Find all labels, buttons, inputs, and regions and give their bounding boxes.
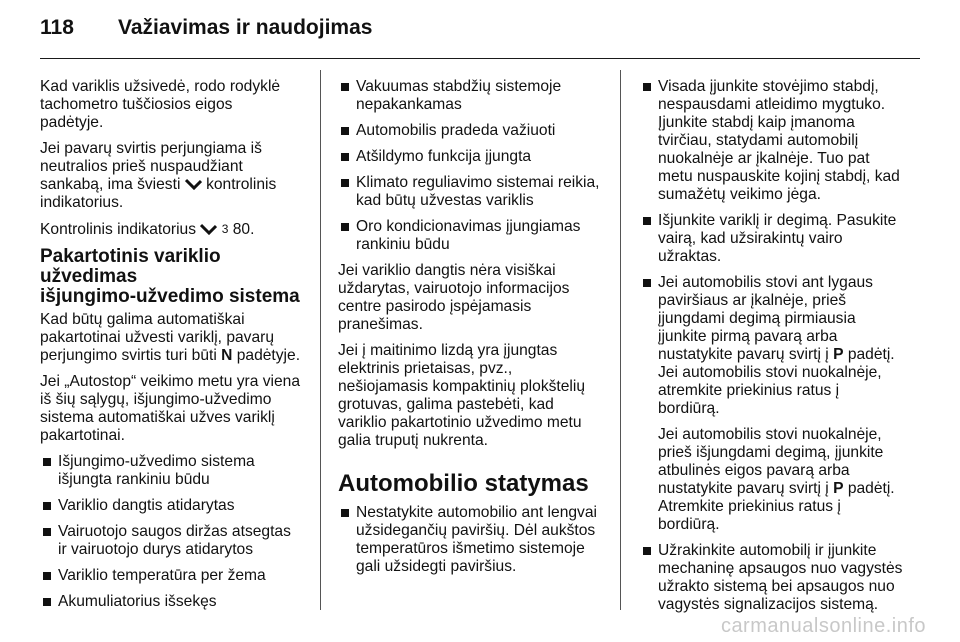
list-item: [640, 274, 912, 418]
list-item: Atšildymo funkcija įjungta: [338, 148, 610, 166]
list-item: Išjungimo-užvedimo sistema išjungta rankiniu būdu: [40, 453, 312, 489]
list-item: Oro kondicionavimas įjungiamas rankiniu būdu: [338, 218, 610, 254]
column-3: [640, 78, 912, 622]
list-item: Variklio dangtis atidarytas: [40, 497, 312, 515]
text: padėtį. Atremkite priekinius ratus į bordiūrą.: [658, 480, 895, 533]
list-item: Vairuotojo saugos diržas atsegtas ir vairuotojo durys atidarytos: [40, 523, 312, 559]
text: padėtį. Jei automobilis stovi nuokalnėje, atremkite priekinius ratus į bordiūrą.: [658, 346, 895, 417]
header-rule: [40, 58, 920, 59]
text: Jei automobilis stovi nuokalnėje, prieš išjungdami degimą, įjunkite atbulinės eigos pavarą arba nustatykite pavarų svirtį į: [658, 426, 884, 497]
shift-indicator-icon: [185, 178, 202, 190]
list-item: Vakuumas stabdžių sistemoje nepakankamas: [338, 78, 610, 114]
column-divider-1: [320, 70, 321, 610]
column-2: [338, 78, 610, 584]
gear-letter: P: [833, 346, 844, 363]
text: padėtyje.: [232, 347, 301, 364]
page-number: 118: [40, 16, 74, 39]
paragraph-tachometer: Kad variklis užsivedė, rodo rodyklė tachometro tuščiosios eigos padėtyje.: [40, 78, 281, 131]
shift-indicator-icon: [200, 223, 217, 235]
list-item: Klimato reguliavimo sistemai reikia, kad būtų užvestas variklis: [338, 174, 610, 210]
text: Jei pavarų svirtis perjungiama iš neutralios prieš nuspaudžiant sankabą, ima šviesti: [40, 140, 262, 193]
list-item: Visada įjunkite stovėjimo stabdį, nespausdami atleidimo mygtuko. Įjunkite stabdį kaip įmanoma tvirčiau, statydami automobilį nuokalnėje ar įkalnėje. Tuo pat metu nuspauskite kojinį stabdį, kad sumažėtų veikimo jėga.: [640, 78, 912, 204]
list-item: Išjunkite variklį ir degimą. Pasukite vairą, kad užsirakintų vairo užraktas.: [640, 212, 912, 266]
text: Kontrolinis indikatorius: [40, 221, 201, 238]
column-1: [40, 78, 312, 619]
list-item: Automobilis pradeda važiuoti: [338, 122, 610, 140]
page-ref[interactable]: 80.: [228, 221, 255, 238]
text: Kad būtų galima automatiškai pakartotinai užvesti variklį, pavarų perjungimo svirtis turi būti: [40, 311, 275, 364]
heading-parking: Automobilio statymas: [338, 470, 589, 497]
paragraph-neutral: [40, 311, 312, 365]
paragraph-power-outlet: Jei į maitinimo lizdą yra įjungtas elektrinis prietaisas, pvz., nešiojamasis kompaktinių plokštelių grotuvas, galima pastebėti, kad variklio pakartotinio užvedimo metu galia truputį nukrenta.: [338, 342, 586, 449]
list-item: Užrakinkite automobilį ir įjunkite mechaninę apsaugos nuo vagystės užrakto sistemą bei apsaugos nuo vagystės signalizacijos sistemą.: [640, 542, 912, 614]
heading-autostop: Pakartotinis variklio užvedimas išjungimo-užvedimo sistema: [40, 246, 300, 307]
list-item: Variklio temperatūra per žema: [40, 567, 312, 585]
chapter-title: Važiavimas ir naudojimas: [118, 16, 373, 39]
list-item: Nestatykite automobilio ant lengvai užsidegančių paviršių. Dėl aukštos temperatūros išmetimo sistemoje gali užsidegti paviršius.: [338, 504, 610, 576]
paragraph-hood-warning: Jei variklio dangtis nėra visiškai uždarytas, vairuotojo informacijos centre pasirodo įspėjamasis pranešimas.: [338, 262, 570, 333]
paragraph-clutch-indicator: [40, 140, 312, 212]
text: kontrolinis indikatorius.: [40, 176, 277, 211]
gear-letter: N: [221, 347, 233, 364]
watermark: carmanualsonline.info: [720, 615, 926, 637]
page-ref-arrow-icon: 3: [221, 222, 229, 236]
gear-letter: P: [833, 480, 844, 497]
paragraph-indicator-ref: [40, 220, 312, 239]
sub-paragraph: [640, 426, 912, 534]
text: Jei automobilis stovi ant lygaus paviršiaus ar įkalnėje, prieš įjungdami degimą pirmiausia įjunkite pirmą pavarą arba nustatykite pavarų svirtį į: [658, 274, 873, 363]
column-divider-2: [620, 70, 621, 610]
paragraph-autostop-conditions: Jei „Autostop“ veikimo metu yra viena iš šių sąlygų, išjungimo-užvedimo sistema automatiškai užves variklį pakartotinai.: [40, 373, 300, 444]
list-item: Akumuliatorius išsekęs: [40, 593, 312, 611]
